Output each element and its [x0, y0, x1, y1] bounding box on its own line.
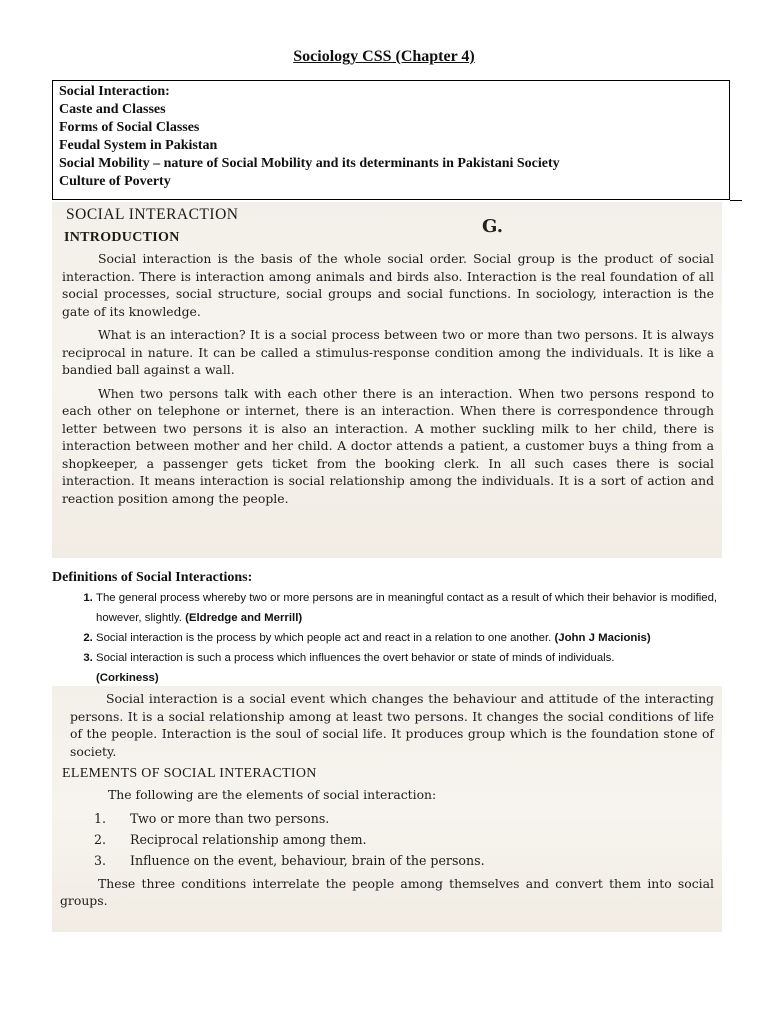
box-corner-mark	[730, 200, 742, 201]
element-item	[70, 808, 714, 829]
handwritten-mark: G.	[482, 216, 503, 237]
definition-item	[96, 588, 722, 628]
element-item	[70, 850, 714, 871]
definition-text: The general process whereby two or more persons are in meaningful contact as a result of which their behavior is modified, however, slightly.	[96, 592, 718, 624]
event-paragraph: Social interaction is a social event which changes the behaviour and attitude of the interacting persons. It is a social relationship among at least two persons. It changes the social conditions of life of the people. Interaction is the soul of social life. It produces group which is the foundation stone of society.	[70, 691, 714, 759]
element-item	[70, 829, 714, 850]
topic-item: Forms of Social Classes	[59, 120, 200, 135]
definitions-list	[52, 588, 722, 688]
intro-paragraph: What is an interaction? It is a social process between two or more than two persons. It is always reciprocal in nature. It can be called a stimulus-response condition among the individuals. It is like a bandied ball against a wall.	[62, 327, 714, 377]
definitions-heading: Definitions of Social Interactions:	[52, 570, 253, 585]
definition-source: (Corkiness)	[96, 672, 159, 684]
definitions-section	[52, 570, 722, 688]
topic-item: Social Mobility – nature of Social Mobility and its determinants in Pakistani Society	[59, 156, 560, 171]
scanned-page-elements	[52, 686, 722, 932]
definition-source: (Eldredge and Merrill)	[185, 612, 303, 624]
topic-item: Caste and Classes	[59, 102, 166, 117]
section-heading: SOCIAL INTERACTION	[66, 206, 239, 223]
element-text: Two or more than two persons.	[130, 810, 330, 826]
topic-item: Culture of Poverty	[59, 174, 171, 189]
element-number: 2.	[94, 831, 107, 847]
topics-box	[52, 80, 730, 200]
intro-paragraph: Social interaction is the basis of the whole social order. Social group is the product of social interaction. There is interaction among animals and birds also. Interaction is the real foundation of all social processes, social structure, social groups and social functions. In sociology, interaction is the gate of its knowledge.	[62, 251, 714, 319]
element-number: 3.	[94, 852, 107, 868]
definition-source: (John J Macionis)	[554, 632, 651, 644]
section-subheading: INTRODUCTION	[64, 230, 180, 245]
elements-heading: ELEMENTS OF SOCIAL INTERACTION	[62, 766, 317, 781]
element-number: 1.	[94, 810, 107, 826]
definition-text: Social interaction is such a process which influences the overt behavior or state of minds of individuals.	[96, 652, 615, 664]
elements-list	[70, 808, 714, 871]
elements-lead: The following are the elements of social interaction:	[108, 787, 437, 802]
page-title: Sociology CSS (Chapter 4)	[293, 48, 475, 65]
element-text: Influence on the event, behaviour, brain of the persons.	[130, 852, 485, 868]
element-text: Reciprocal relationship among them.	[130, 831, 367, 847]
definition-text: Social interaction is the process by which people act and react in a relation to one another.	[96, 632, 552, 644]
topics-list	[59, 83, 723, 191]
elements-section	[60, 766, 714, 910]
closing-paragraph: These three conditions interrelate the people among themselves and convert them into social groups.	[60, 875, 714, 908]
scanned-page-introduction	[52, 202, 722, 558]
intro-paragraph: When two persons talk with each other there is an interaction. When two persons respond to each other on telephone or internet, there is an interaction. When there is correspondence through letter between two persons it is also an interaction. A mother suckling milk to her child, there is interaction between mother and her child. A doctor attends a patient, a customer buys a thing from a shopkeeper, a passenger gets ticket from the booking clerk. In all such cases there is social interaction. It means interaction is social relationship among the individuals. It is a sort of action and reaction position among the people.	[62, 385, 714, 506]
definition-item	[96, 648, 722, 688]
definition-item	[96, 628, 722, 648]
topic-item: Feudal System in Pakistan	[59, 138, 218, 153]
topic-item: Social Interaction:	[59, 84, 170, 99]
